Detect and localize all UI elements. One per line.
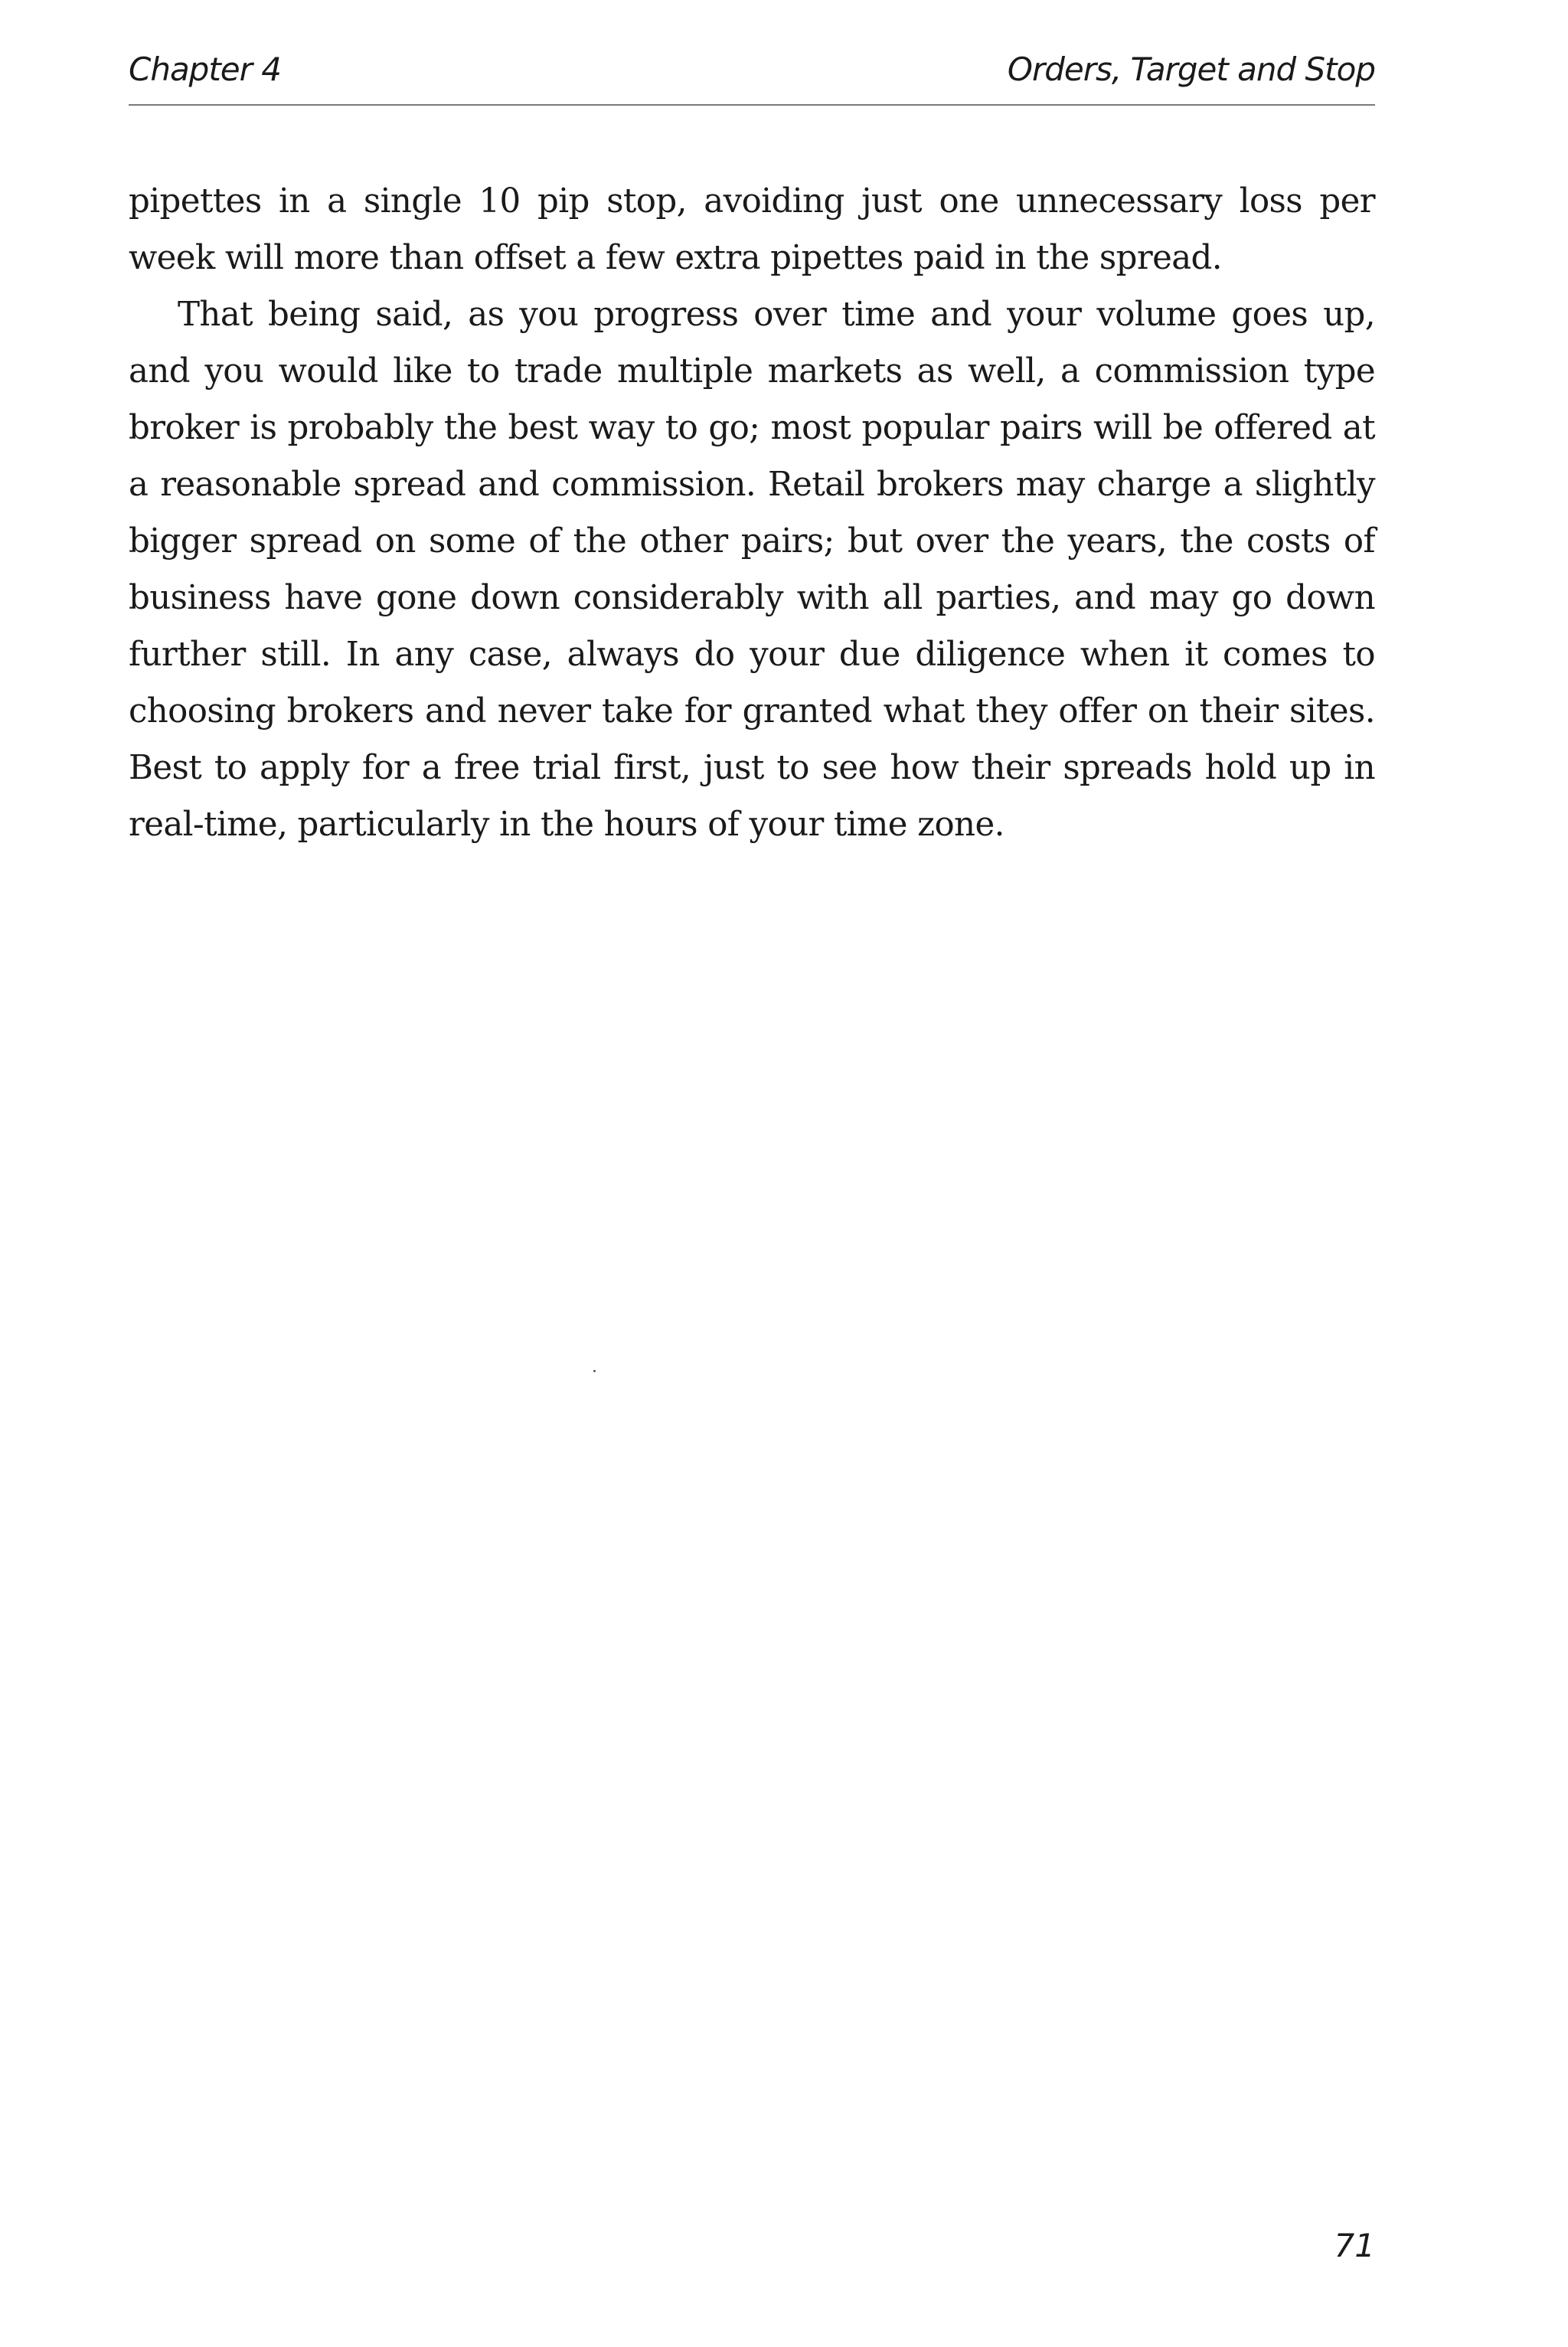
section-title: Orders, Target and Stop [1007,51,1375,88]
body-text [129,173,1375,853]
scan-speck [593,1370,596,1372]
paragraph: pipettes in a single 10 pip stop, avoiding just one unnecessary loss per week will more than offset a few extra pipettes paid in the spread. [129,182,1375,277]
running-header [129,46,1375,106]
chapter-label: Chapter 4 [129,51,281,88]
page-number: 71 [1334,2227,1375,2264]
paragraph: That being said, as you progress over time and your volume goes up, and you would like to trade multiple markets as well, a commission type broker is probably the best way to go; most popular pairs will be offered at a reasonable spread and commission. Retail brokers may charge a slightly bigger spread on some of the other pairs; but over the years, the costs of business have gone down considerably with all parties, and may go down further still. In any case, always do your due diligence when it comes to choosing brokers and never take for granted what they offer on their sites. Best to apply for a free trial first, just to see how their spreads hold up in real-time, particularly in the hours of your time zone. [129,296,1375,844]
